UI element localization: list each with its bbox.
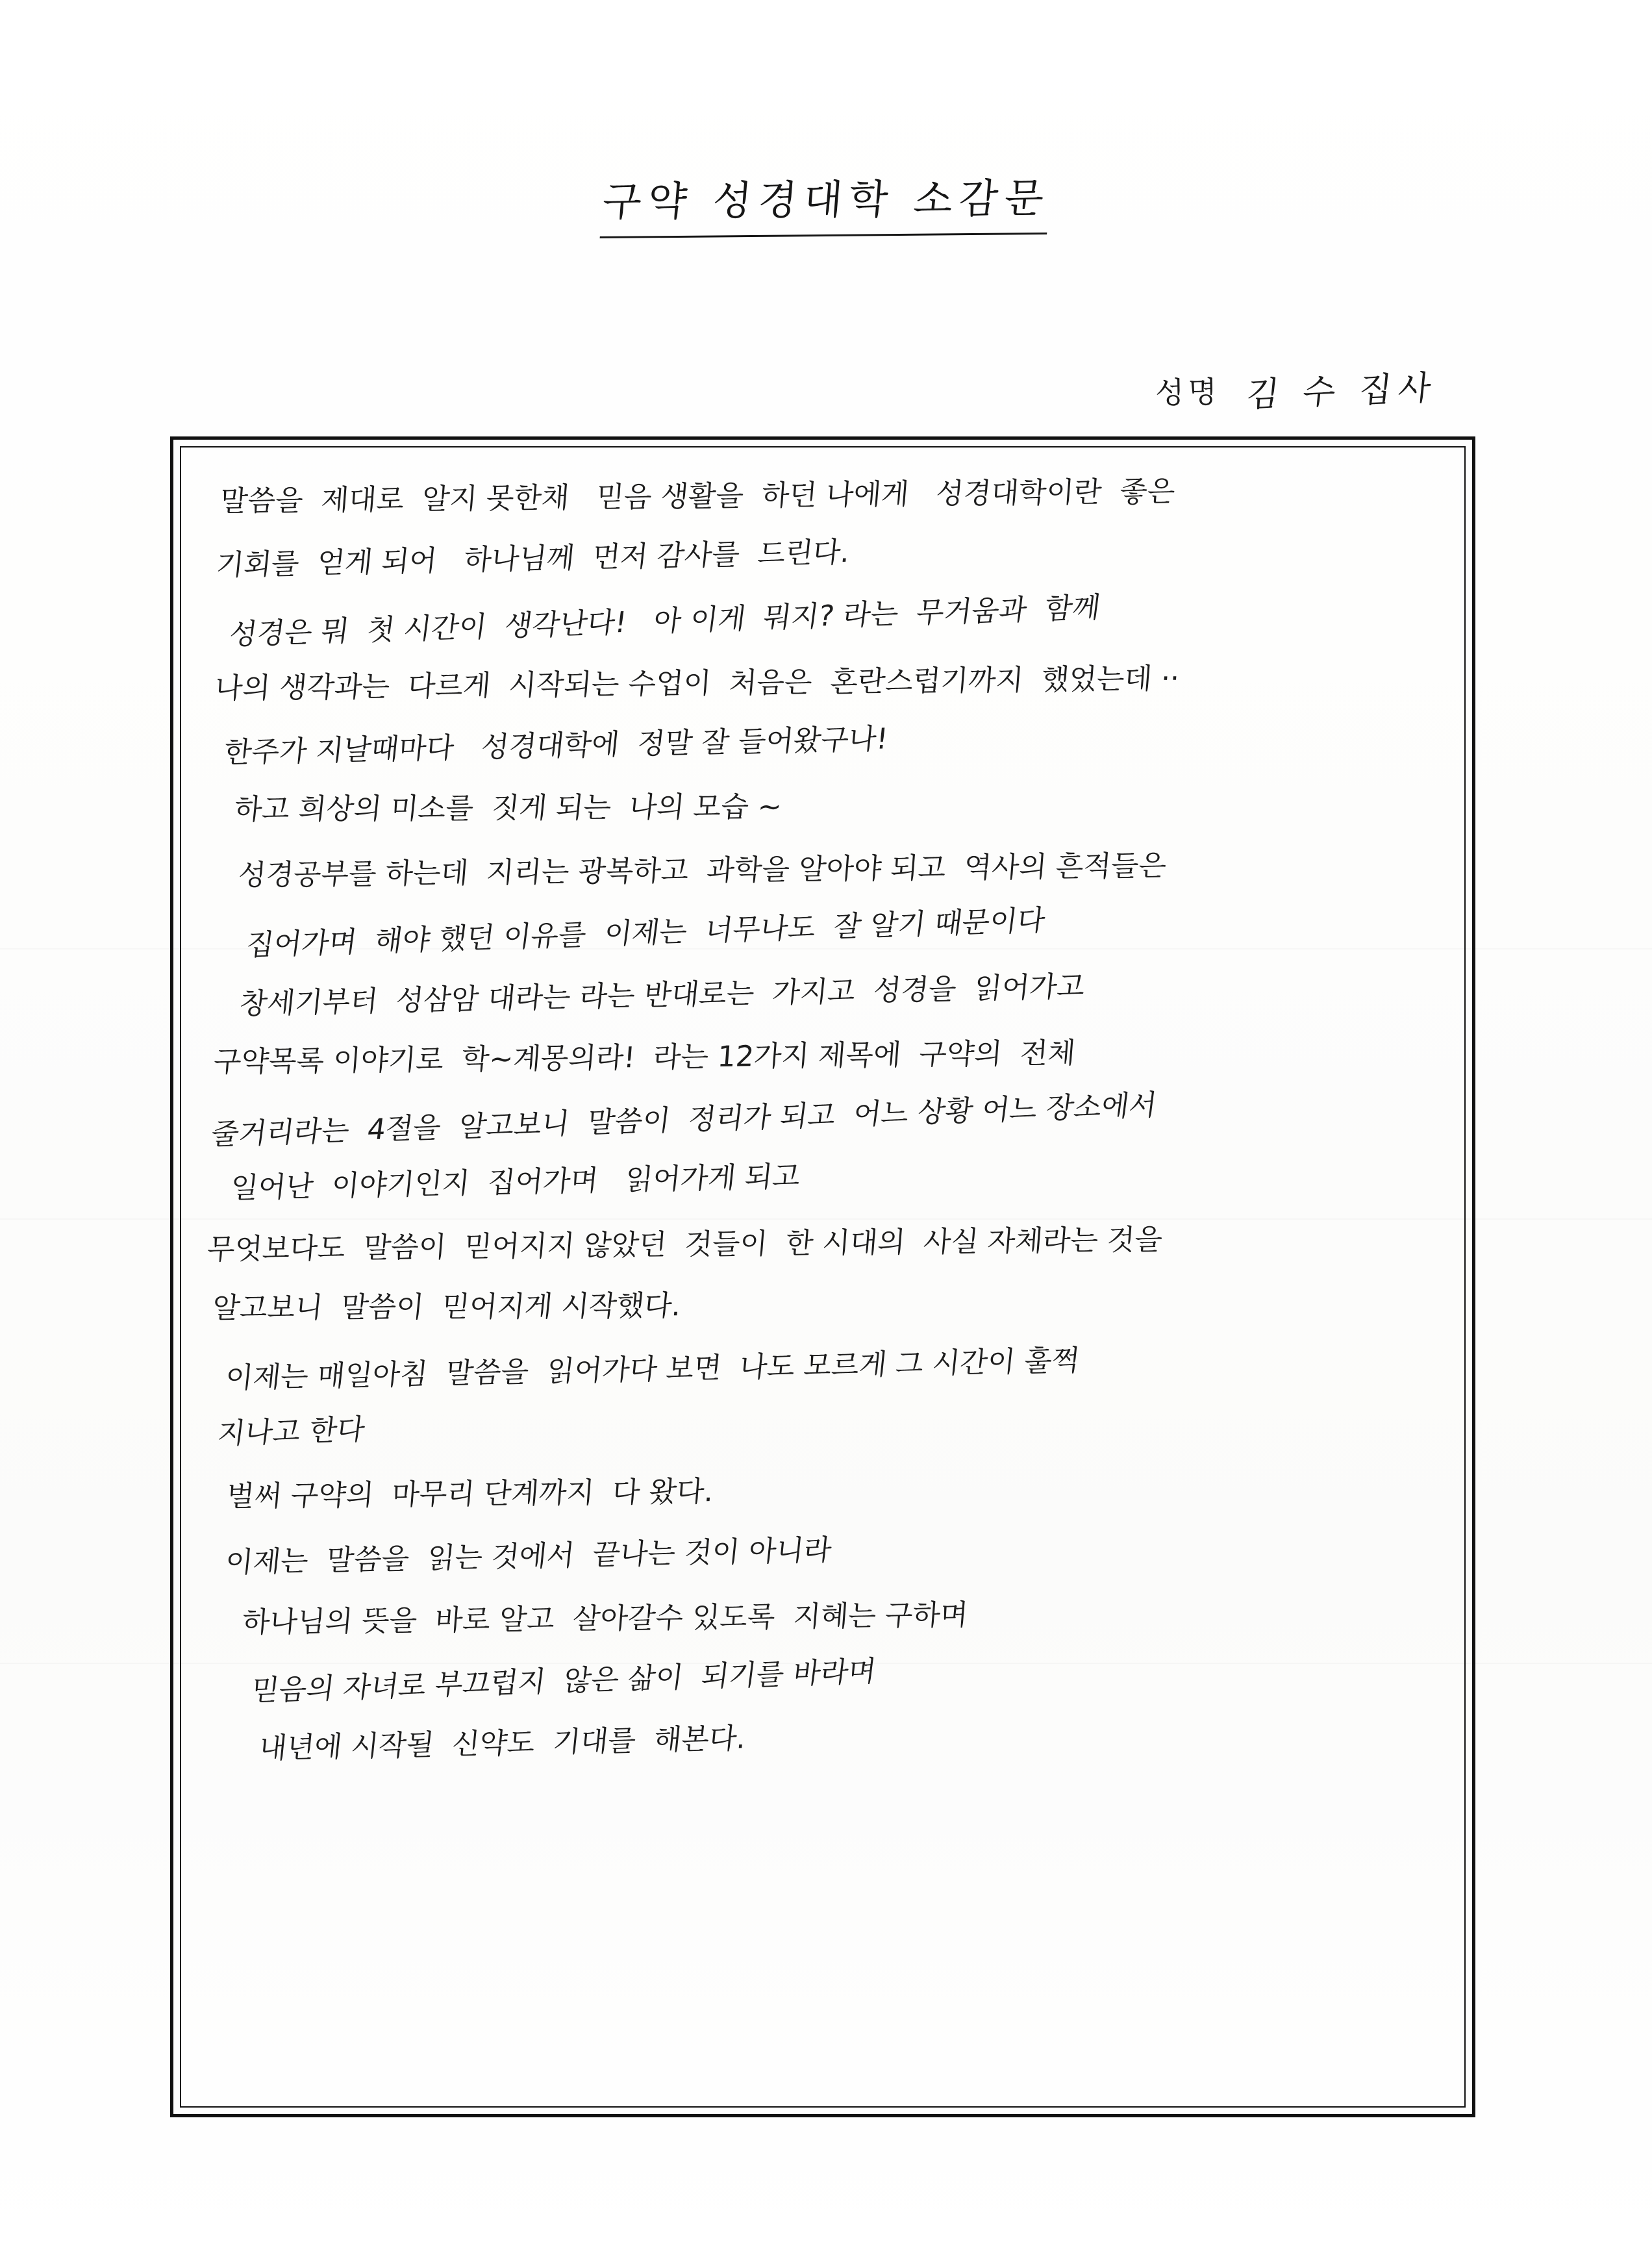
- body-line-text: 하나님의 뜻을 바로 알고 살아갈수 있도록 지혜는 구하며: [241, 1598, 970, 1639]
- page-title-text: 구약 성경대학 소감문: [599, 166, 1052, 238]
- handwritten-body: [206, 475, 1423, 1765]
- body-line: [206, 1223, 1423, 1266]
- body-line: [227, 590, 1423, 652]
- page-title: [0, 168, 1652, 236]
- body-line: [219, 475, 1423, 518]
- body-line-text: 이제는 말씀을 읽는 것에서 끝나는 것이 아니라: [223, 1533, 833, 1580]
- essay-border-box: [170, 436, 1475, 2117]
- name-field-value: 김 수 집사: [1244, 368, 1440, 415]
- name-field-label: 성명: [1155, 374, 1221, 410]
- body-line-text: 무엇보다도 말씀이 믿어지지 않았던 것들이 한 시대의 사실 자체라는 것을: [206, 1223, 1164, 1266]
- body-line-text: 벌써 구약의 마무리 단계까지 다 왔다.: [225, 1475, 715, 1513]
- body-line-text: 일어난 이야기인지 집어가며 읽어가게 되고: [229, 1159, 802, 1205]
- body-line-text: 알고보니 말씀이 믿어지게 시작했다.: [210, 1289, 683, 1325]
- body-line: [241, 1598, 1423, 1639]
- name-field: [1155, 364, 1440, 415]
- body-line-text: 말씀을 제대로 알지 못한채 믿음 생활을 하던 나에게 성경대학이란 좋은: [219, 475, 1177, 518]
- essay-border-box-inner: [180, 446, 1466, 2108]
- body-line: [249, 1654, 1423, 1708]
- body-line-text: 하고 희상의 미소를 짓게 되는 나의 모습 ~: [232, 790, 784, 827]
- body-line: [229, 1159, 1423, 1205]
- body-line: [222, 722, 1423, 770]
- body-line-text: 내년에 시작될 신약도 기대를 해본다.: [257, 1722, 748, 1765]
- body-line: [210, 1289, 1423, 1325]
- body-line: [214, 662, 1423, 705]
- body-line-text: 나의 생각과는 다르게 시작되는 수업이 처음은 혼란스럽기까지 했었는데 ··: [214, 662, 1181, 705]
- body-line-text: 이제는 매일아침 말씀을 읽어가다 보면 나도 모르게 그 시간이 훌쩍: [223, 1344, 1081, 1395]
- body-line-text: 기회를 얻게 되어 하나님께 먼저 감사를 드린다.: [214, 535, 851, 583]
- body-line: [223, 1533, 1423, 1580]
- body-line: [257, 1722, 1423, 1765]
- body-line-text: 성경공부를 하는데 지리는 광복하고 과학을 알아야 되고 역사의 흔적들은: [237, 849, 1168, 892]
- body-line: [244, 903, 1423, 963]
- body-line-text: 믿음의 자녀로 부끄럽지 않은 삶이 되기를 바라며: [249, 1654, 879, 1708]
- body-line-text: 창세기부터 성삼암 대라는 라는 반대로는 가지고 성경을 읽어가고: [238, 970, 1086, 1021]
- body-line-text: 줄거리라는 4절을 알고보니 말씀이 정리가 되고 어느 상황 어느 장소에서: [209, 1089, 1159, 1152]
- body-line-text: 지나고 한다: [215, 1413, 367, 1451]
- body-line: [212, 1037, 1423, 1079]
- body-line-text: 성경은 뭐 첫 시간이 생각난다! 아 이게 뭐지? 라는 무거움과 함께: [227, 590, 1103, 652]
- body-line: [209, 1089, 1423, 1152]
- body-line: [214, 535, 1423, 583]
- body-line: [232, 790, 1423, 827]
- body-line: [225, 1475, 1423, 1513]
- body-line: [237, 849, 1423, 892]
- body-line-text: 한주가 지날때마다 성경대학에 정말 잘 들어왔구나!: [222, 722, 890, 770]
- body-line: [223, 1344, 1423, 1395]
- body-line-text: 집어가며 해야 했던 이유를 이제는 너무나도 잘 알기 때문이다: [244, 903, 1047, 963]
- body-line: [238, 970, 1423, 1021]
- body-line-text: 구약목록 이야기로 학~계몽의라! 라는 12가지 제목에 구약의 전체: [212, 1037, 1077, 1079]
- body-line: [215, 1413, 1423, 1451]
